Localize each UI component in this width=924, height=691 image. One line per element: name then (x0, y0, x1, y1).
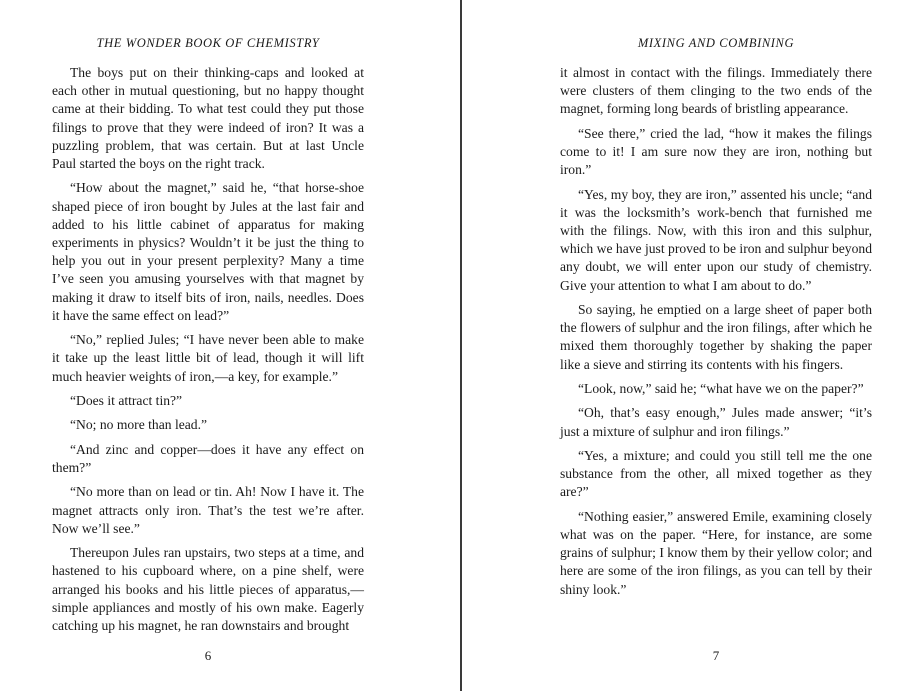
page-number-left: 6 (204, 648, 212, 663)
paragraph: “Yes, my boy, they are iron,” assented his uncle; “and it was the locksmith’s work-bench that furnished me with the filings. Now, with this iron and this sulphur, which we have just proved to be iron and sulphur beyond any doubt, we will enter upon our study of chemistry. Give your attention to what I am about to do.” (560, 186, 872, 293)
paragraph: So saying, he emptied on a large sheet of paper both the flowers of sulphur and the iron filings, after which he mixed them thoroughly together by shaking the paper like a sieve and stirring its contents with his fingers. (560, 302, 872, 372)
running-head-left: THE WONDER BOOK OF CHEMISTRY (96, 36, 320, 50)
left-page-body (52, 64, 364, 641)
paragraph: “No,” replied Jules; “I have never been able to make it take up the least little bit of lead, though it will lift much heavier weights of iron,—a key, for example.” (52, 332, 364, 384)
paragraph: “Yes, a mixture; and could you still tell me the one substance from the other, all mixed together as they are?” (560, 447, 872, 500)
paragraph: “See there,” cried the lad, “how it makes the filings come to it! I am sure now they are iron, nothing but iron.” (560, 125, 872, 178)
paragraph: “No; no more than lead.” (70, 417, 208, 433)
paragraph: “How about the magnet,” said he, “that horse-shoe shaped piece of iron bought by Jules at the last fair and added to his little cabinet of apparatus for making experiments in physics? Wouldn’t it be just the thing to help you out in your present perplexity? Many a time I’ve seen you amusing yourselves with that magnet by making it draw to itself bits of iron, nails, needles. Does it have the same effect on lead?” (52, 180, 364, 323)
paragraph: “Oh, that’s easy enough,” Jules made answer; “it’s just a mixture of sulphur and iron filings.” (560, 405, 872, 439)
right-page-body (560, 64, 872, 605)
page-gutter-divider (460, 0, 462, 691)
right-page (560, 0, 872, 691)
continued-paragraph: it almost in contact with the filings. Immediately there were clusters of them clinging to the two ends of the magnet, forming long beards of bristling appearance. (560, 65, 872, 117)
paragraph: “No more than on lead or tin. Ah! Now I have it. The magnet attracts only iron. That’s the test we’re after. Now we’ll see.” (52, 484, 364, 536)
paragraph: “Look, now,” said he; “what have we on the paper?” (578, 381, 864, 396)
page-number-right: 7 (712, 648, 720, 663)
paragraph: “Does it attract tin?” (70, 393, 183, 409)
left-page (52, 0, 364, 691)
running-head-right: MIXING AND COMBINING (637, 36, 795, 50)
paragraph: “Nothing easier,” answered Emile, examining closely what was on the paper. “Here, for instance, are some grains of sulphur; I know them by their yellow color; and here are some of the iron filings, as you can tell by their shiny look.” (560, 508, 872, 597)
paragraph: “And zinc and copper—does it have any effect on them?” (52, 441, 364, 475)
paragraph: The boys put on their thinking-caps and looked at each other in mutual questioning, but no happy thought came at their bidding. To what test could they put those filings to prove that they were indeed of iron? It was a puzzling problem, that was certain. But at last Uncle Paul started the boys on the right track. (52, 65, 364, 172)
paragraph: Thereupon Jules ran upstairs, two steps at a time, and hastened to his cupboard where, on a pine shelf, were arranged his books and his little pieces of apparatus,—simple appliances and mostly of his own make. Eagerly catching up his magnet, he ran downstairs and brought (52, 545, 364, 633)
